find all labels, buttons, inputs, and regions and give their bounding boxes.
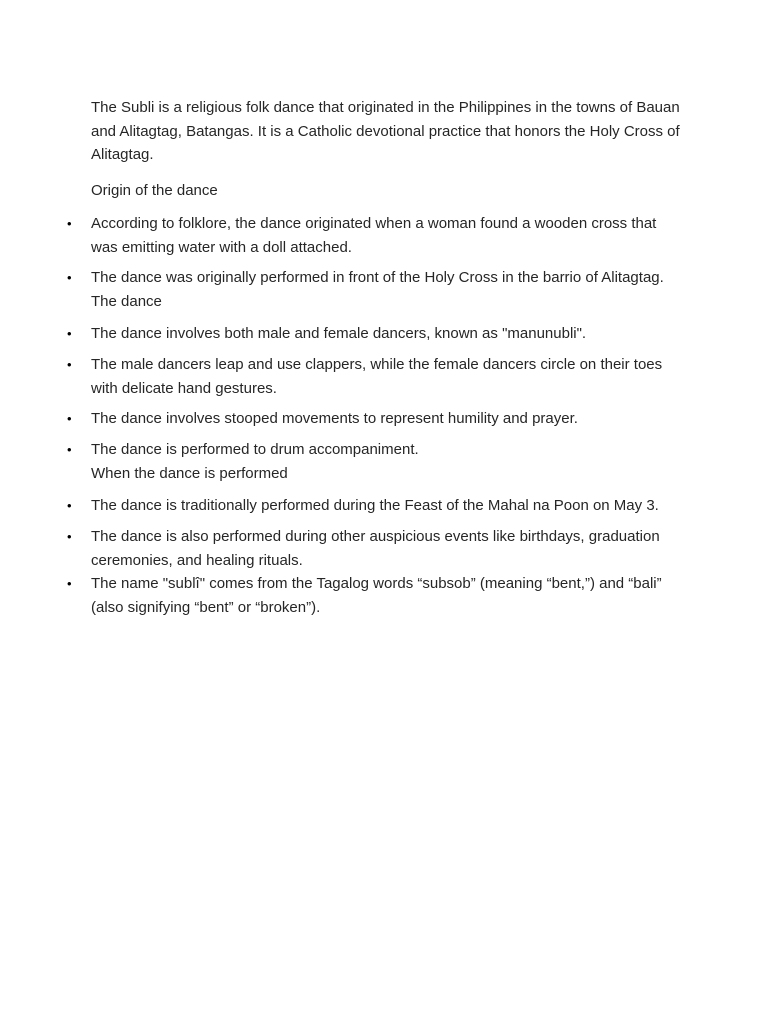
heading-when-performed: When the dance is performed: [91, 464, 288, 482]
bullet-icon: •: [67, 529, 72, 544]
bullet-icon: •: [67, 442, 72, 457]
bullet-icon: •: [67, 270, 72, 285]
list-item-text: The male dancers leap and use clappers, while the female dancers circle on their toes with delicate hand gestures.: [91, 356, 663, 397]
bullet-icon: •: [67, 576, 72, 591]
heading-the-dance: The dance: [91, 292, 162, 310]
heading-origin: Origin of the dance: [91, 182, 218, 199]
list-item-text: The dance is performed to drum accompaniment.: [91, 441, 419, 458]
list-item: [67, 322, 681, 346]
list-item-text: The dance involves stooped movements to represent humility and prayer.: [91, 410, 578, 427]
list-item-text: The dance was originally performed in front of the Holy Cross in the barrio of Alitagtag.: [91, 269, 664, 286]
list-item: [67, 212, 681, 259]
list-item-text: According to folklore, the dance originated when a woman found a wooden cross that was emitting water with a doll attached.: [91, 215, 657, 256]
list-item-text: The dance involves both male and female dancers, known as "manunubli".: [91, 325, 587, 342]
list-item-text: The dance is traditionally performed during the Feast of the Mahal na Poon on May 3.: [91, 497, 659, 514]
list-item: [67, 494, 681, 518]
list-item: [67, 572, 681, 619]
list-item: [67, 407, 681, 431]
bullet-icon: •: [67, 326, 72, 341]
bullet-icon: •: [67, 357, 72, 372]
list-item-text: The dance is also performed during other auspicious events like birthdays, graduation ceremonies, and healing rituals.: [91, 528, 660, 569]
list-item-text: The name "sublî" comes from the Tagalog words “subsob” (meaning “bent,”) and “bali” (also signifying “bent” or “broken”).: [91, 575, 662, 616]
list-item: [67, 353, 681, 400]
list-item: [67, 266, 681, 313]
bullet-icon: •: [67, 411, 72, 426]
list-item: [67, 438, 681, 485]
list-item: [67, 525, 681, 572]
intro-paragraph: The Subli is a religious folk dance that originated in the Philippines in the towns of Bauan and Alitagtag, Batangas. It is a Catholic devotional practice that honors the Holy Cross of Alitagtag.: [91, 99, 680, 163]
bullet-icon: •: [67, 498, 72, 513]
bullet-icon: •: [67, 216, 72, 231]
